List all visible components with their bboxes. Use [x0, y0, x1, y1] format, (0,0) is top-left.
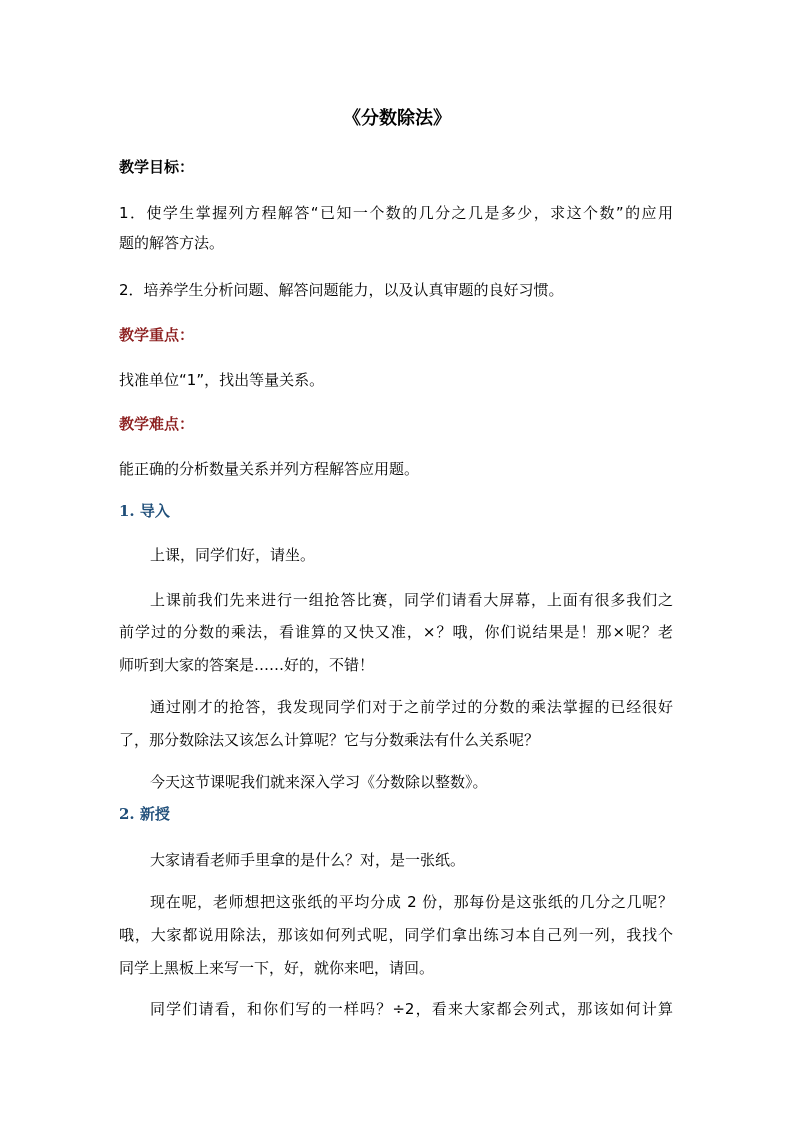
objective-1-line2: 题的解答方法。	[119, 234, 225, 252]
objective-2: 2．培养学生分析问题、解答问题能力，以及认真审题的良好习惯。	[119, 281, 564, 299]
intro-paragraph-1: 上课，同学们好，请坐。	[150, 546, 316, 564]
intro-paragraph-2-line2: 前学过的分数的乘法，看谁算的又快又准，×？哦，你们说结果是！那×呢？老	[119, 623, 673, 641]
lesson-paragraph-1: 大家请看老师手里拿的是什么？对，是一张纸。	[150, 851, 466, 869]
intro-paragraph-2-line1: 上课前我们先来进行一组抢答比赛，同学们请看大屏幕，上面有很多我们之	[150, 591, 673, 609]
section-heading-intro: 1. 导入	[119, 502, 170, 520]
objectives-heading: 教学目标：	[119, 158, 195, 176]
lesson-paragraph-2-line1: 现在呢，老师想把这张纸的平均分成 2 份，那每份是这张纸的几分之几呢？	[150, 893, 673, 911]
key-points-heading: 教学重点：	[119, 326, 195, 344]
difficulties-text: 能正确的分析数量关系并列方程解答应用题。	[119, 460, 420, 478]
lesson-paragraph-2-line2: 哦，大家都说用除法，那该如何列式呢，同学们拿出练习本自己列一列，我找个	[119, 926, 673, 944]
intro-paragraph-3-line1: 通过刚才的抢答，我发现同学们对于之前学过的分数的乘法掌握的已经很好	[150, 698, 673, 716]
objective-1-line1: 1．使学生掌握列方程解答“已知一个数的几分之几是多少，求这个数”的应用	[119, 204, 673, 222]
intro-paragraph-4: 今天这节课呢我们就来深入学习《分数除以整数》。	[150, 773, 488, 791]
difficulties-heading: 教学难点：	[119, 415, 195, 433]
intro-paragraph-2-line3: 师听到大家的答案是……好的，不错！	[119, 656, 375, 674]
intro-paragraph-3-line2: 了，那分数除法又该怎么计算呢？它与分数乘法有什么关系呢？	[119, 731, 540, 749]
lesson-paragraph-3-line1: 同学们请看，和你们写的一样吗？÷2，看来大家都会列式，那该如何计算	[150, 1000, 673, 1018]
lesson-paragraph-2-line3: 同学上黑板上来写一下，好，就你来吧，请回。	[119, 959, 435, 977]
document-title: 《分数除法》	[343, 108, 451, 129]
key-points-text: 找准单位“1”，找出等量关系。	[119, 371, 325, 389]
section-heading-new-lesson: 2. 新授	[119, 805, 170, 823]
